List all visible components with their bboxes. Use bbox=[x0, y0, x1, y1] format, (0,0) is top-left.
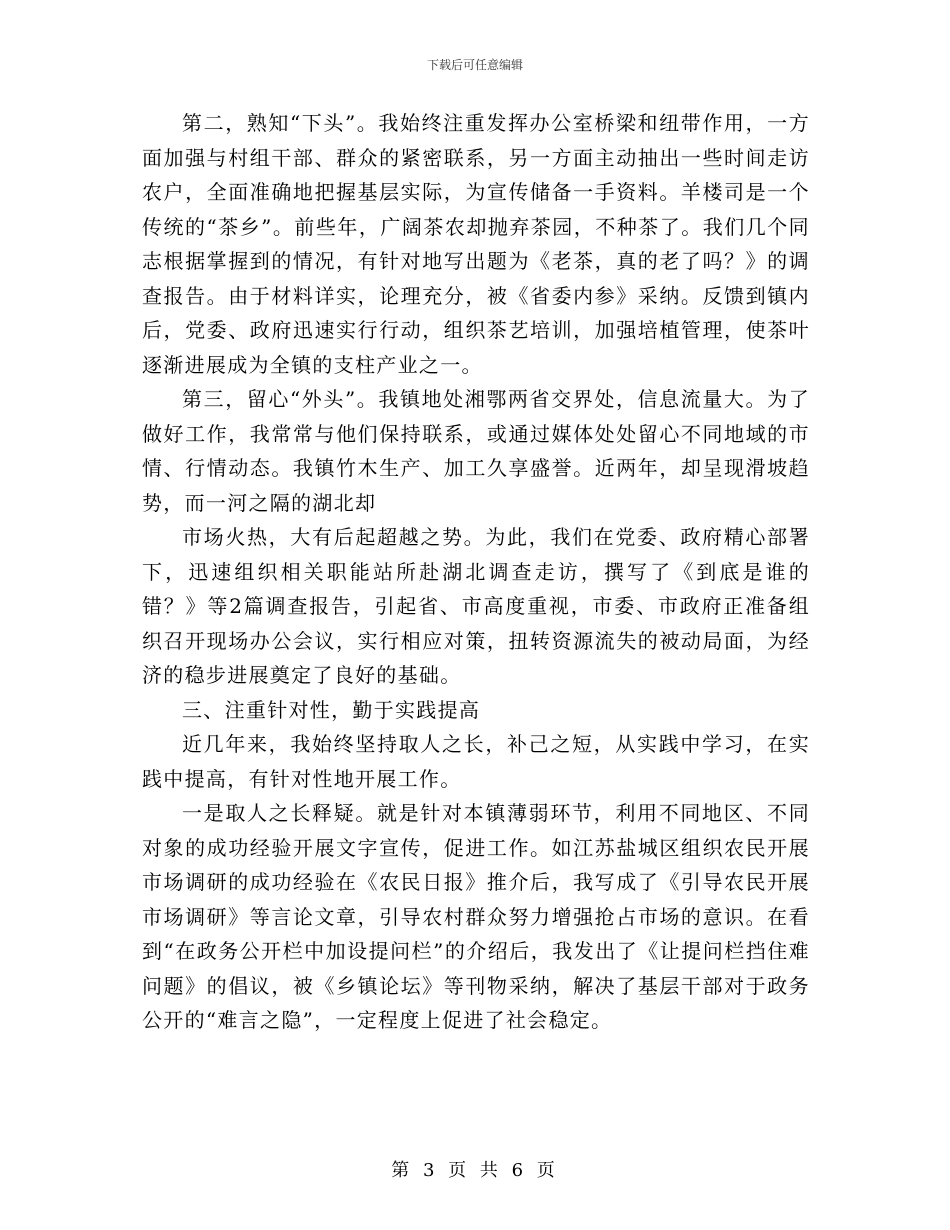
page-header: 下载后可任意编辑 bbox=[426, 58, 523, 72]
paragraph-market-continuation: 市场火热，大有后起超越之势。为此，我们在党委、政府精心部署下，迅速组织相关职能站所赴湖北调查走访，撰写了《到底是谁的错？》等2篇调查报告，引起省、市高度重视，市委、市政府正准备组织召开现场办公会议，实行相应对策，扭转资源流失的被动局面，为经济的稳步进展奠定了良好的基础。 bbox=[142, 525, 810, 687]
paragraph-recent-years: 近几年来，我始终坚持取人之长，补己之短，从实践中学习，在实践中提高，有针对性地开展工作。 bbox=[142, 732, 810, 791]
page-number-footer: 第 3 页 共 6 页 bbox=[391, 1160, 559, 1181]
paragraph-learn-from-others: 一是取人之长释疑。就是针对本镇薄弱环节，利用不同地区、不同对象的成功经验开展文字宣传，促进工作。如江苏盐城区组织农民开展市场调研的成功经验在《农民日报》推介后，我写成了《引导农民开展市场调研》等言论文章，引导农村群众努力增强抢占市场的意识。在看到“在政务公开栏中加设提问栏”的介绍后，我发出了《让提问栏挡住难问题》的倡议，被《乡镇论坛》等刊物采纳，解决了基层干部对于政务公开的“难言之隐”，一定程度上促进了社会稳定。 bbox=[142, 801, 810, 1032]
document-body bbox=[142, 106, 810, 1038]
paragraph-watch-outside: 第三，留心“外头”。我镇地处湘鄂两省交界处，信息流量大。为了做好工作，我常常与他们保持联系，或通过媒体处处留心不同地域的市情、行情动态。我镇竹木生产、加工久享盛誉。近两年，却呈现滑坡趋势，而一河之隔的湖北却 bbox=[142, 387, 810, 515]
section-heading-three: 三、注重针对性，勤于实践提高 bbox=[182, 697, 481, 722]
paragraph-know-below: 第二，熟知“下头”。我始终注重发挥办公室桥梁和纽带作用，一方面加强与村组干部、群众的紧密联系，另一方面主动抽出一些时间走访农户，全面准确地把握基层实际，为宣传储备一手资料。羊楼司是一个传统的“茶乡”。前些年，广阔茶农却抛弃茶园，不种茶了。我们几个同志根据掌握到的情况，有针对地写出题为《老茶，真的老了吗？》的调查报告。由于材料详实，论理充分，被《省委内参》采纳。反馈到镇内后，党委、政府迅速实行行动，组织茶艺培训，加强培植管理，使茶叶逐渐进展成为全镇的支柱产业之一。 bbox=[142, 111, 810, 377]
